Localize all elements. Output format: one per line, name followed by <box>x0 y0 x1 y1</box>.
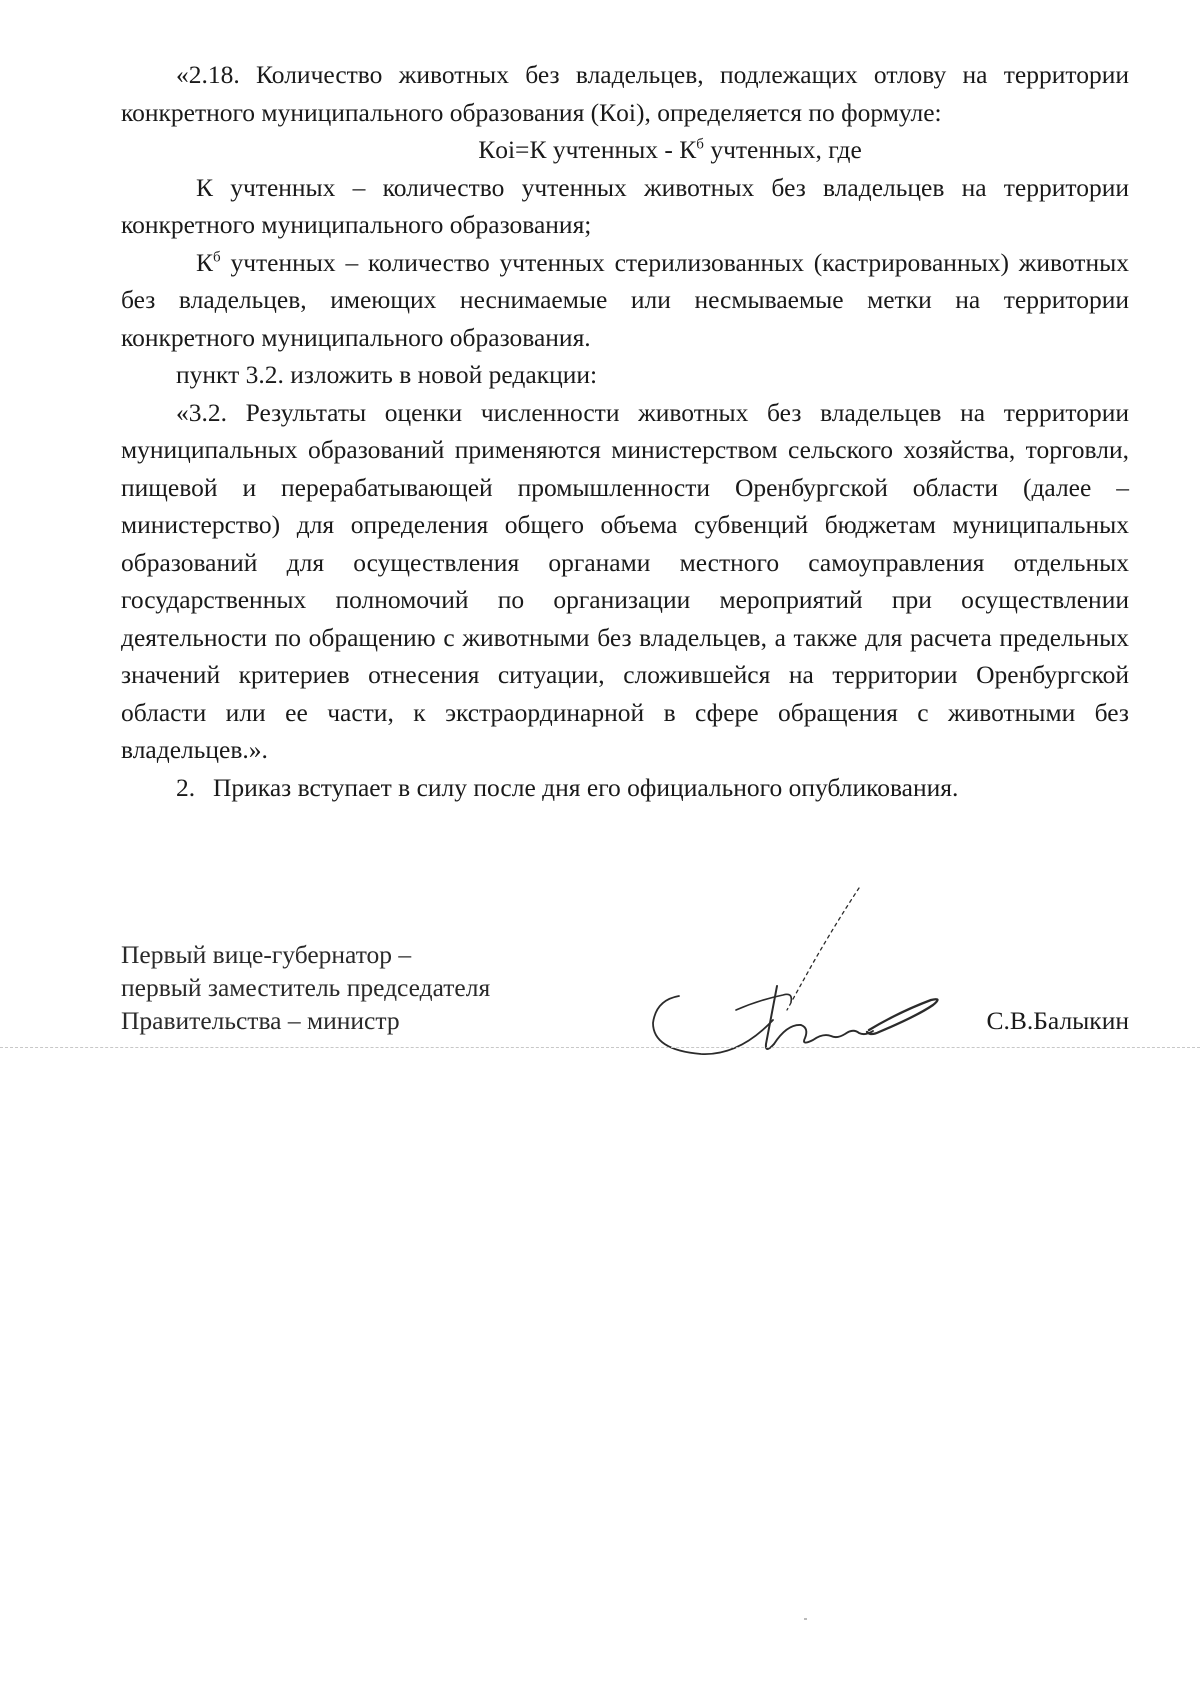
formula-part-1: Кoi=К учтенных - К <box>478 135 697 164</box>
paragraph-item-3-2-intro: пункт 3.2. изложить в новой редакции: <box>176 360 598 389</box>
formula-part-2: учтенных, где <box>703 135 862 164</box>
definition-kb-superscript: б <box>213 249 221 265</box>
signer-position-line-3: Правительства – министр <box>121 1006 400 1035</box>
signer-position-line-2: первый заместитель председателя <box>121 973 491 1002</box>
handwritten-signature-icon <box>561 878 951 1063</box>
definition-k-counted: К учтенных – количество учтенных животных без владельцев на территории конкретного муниципального образования; <box>121 172 1129 239</box>
paragraph-2-number: 2. <box>176 772 196 802</box>
definition-kb-text: учтенных – количество учтенных стерилизованных (кастрированных) животных без владельцев, имеющих неснимаемые или несмываемые метки на территории конкретного муниципального образования. <box>121 247 1129 352</box>
paragraph-2-text: Приказ вступает в силу после дня его официального опубликования. <box>213 772 959 802</box>
definition-kb-letter: К <box>196 247 214 277</box>
scan-divider-line <box>0 1047 1200 1048</box>
paragraph-3-2: «3.2. Результаты оценки численности животных без владельцев на территории муниципальных образований применяются министерством сельского хозяйства, торговли, пищевой и перерабатывающей промышленности Оренбургской области (далее – министерство) для определения общего объема субвенций бюджетам муниципальных образований для осуществления органами местного самоуправления отдельных государственных полномочий по организации мероприятий при осуществлении деятельности по обращению с животными без владельцев, а также для расчета предельных значений критериев отнесения ситуации, сложившейся на территории Оренбургской области или ее части, к экстраординарной в сфере обращения с животными без владельцев.». <box>121 397 1129 764</box>
paragraph-2-effective <box>121 769 1129 807</box>
signer-position <box>121 938 490 1037</box>
signer-name: С.В.Балыкин <box>986 1006 1129 1035</box>
scan-speck <box>804 1618 807 1620</box>
signature-block <box>121 938 1129 1048</box>
formula-superscript: б <box>696 136 704 153</box>
signer-position-line-1: Первый вице-губернатор – <box>121 940 412 969</box>
document-body <box>121 56 1129 806</box>
definition-kb-counted <box>121 244 1129 357</box>
paragraph-2-18: «2.18. Количество животных без владельцев, подлежащих отлову на территории конкретного муниципального образования (Кoi), определяется по формуле: <box>121 60 1129 127</box>
formula-line <box>121 131 1129 169</box>
